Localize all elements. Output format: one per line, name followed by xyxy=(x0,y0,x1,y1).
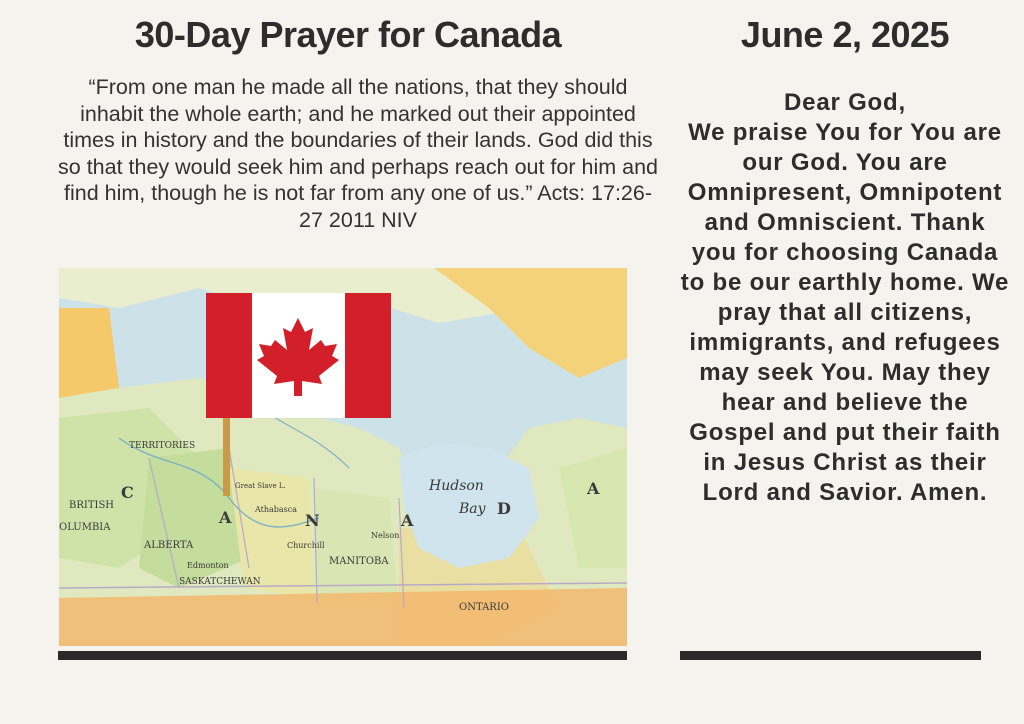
map-label-hudson: Hudson xyxy=(429,478,484,494)
map-label-athabasca: Athabasca xyxy=(255,505,298,514)
map-label-ontario: ONTARIO xyxy=(459,602,509,613)
map-label-manitoba: MANITOBA xyxy=(329,556,389,567)
prayer-date: June 2, 2025 xyxy=(740,14,950,55)
flagpole xyxy=(223,416,230,496)
divider-bar-right xyxy=(680,651,981,660)
map-label-british: BRITISH xyxy=(69,500,115,511)
map-letter-a3: A xyxy=(587,479,600,498)
divider-bar-left xyxy=(58,651,627,660)
map-label-territories: TERRITORIES xyxy=(129,441,196,451)
map-label-churchill: Churchill xyxy=(287,541,325,550)
map-letter-n: N xyxy=(305,511,320,530)
prayer-text: Dear God, We praise You for You are our God. You are Omnipresent, Omnipotent and Omniscient. Thank you for choosing Canada to be our earthly home. We pray that all citizens, immigrants, and refugees may seek You. May they hear and believe the Gospel and put their faith in Jesus Christ as their Lord and Savior. Amen. xyxy=(680,89,1010,506)
map-label-olumbia: OLUMBIA xyxy=(59,522,111,533)
canada-map-illustration xyxy=(59,268,627,646)
map-label-alberta: ALBERTA xyxy=(144,540,194,551)
map-label-bay: Bay xyxy=(459,501,486,517)
canada-flag-icon xyxy=(206,293,391,418)
map-letter-c: C xyxy=(121,483,134,502)
page-title: 30-Day Prayer for Canada xyxy=(134,14,562,55)
map-label-great-slave: Great Slave L. xyxy=(235,482,286,490)
map-letter-a2: A xyxy=(401,511,414,530)
scripture-verse: “From one man he made all the nations, that they should inhabit the whole earth; and he marked out their appointed times in history and the boundaries of their lands. God did this so that they would seek him and perhaps reach out for him and find him, though he is not far from any one of us.” Acts: 17:26-27 2011 NIV xyxy=(58,75,658,232)
map-letter-a1: A xyxy=(219,508,232,527)
map-letter-d: D xyxy=(497,499,511,518)
map-label-edmonton: Edmonton xyxy=(187,561,229,570)
canada-map-image xyxy=(59,268,627,646)
map-label-nelson: Nelson xyxy=(371,531,400,540)
map-label-saskatchewan: SASKATCHEWAN xyxy=(179,577,261,587)
